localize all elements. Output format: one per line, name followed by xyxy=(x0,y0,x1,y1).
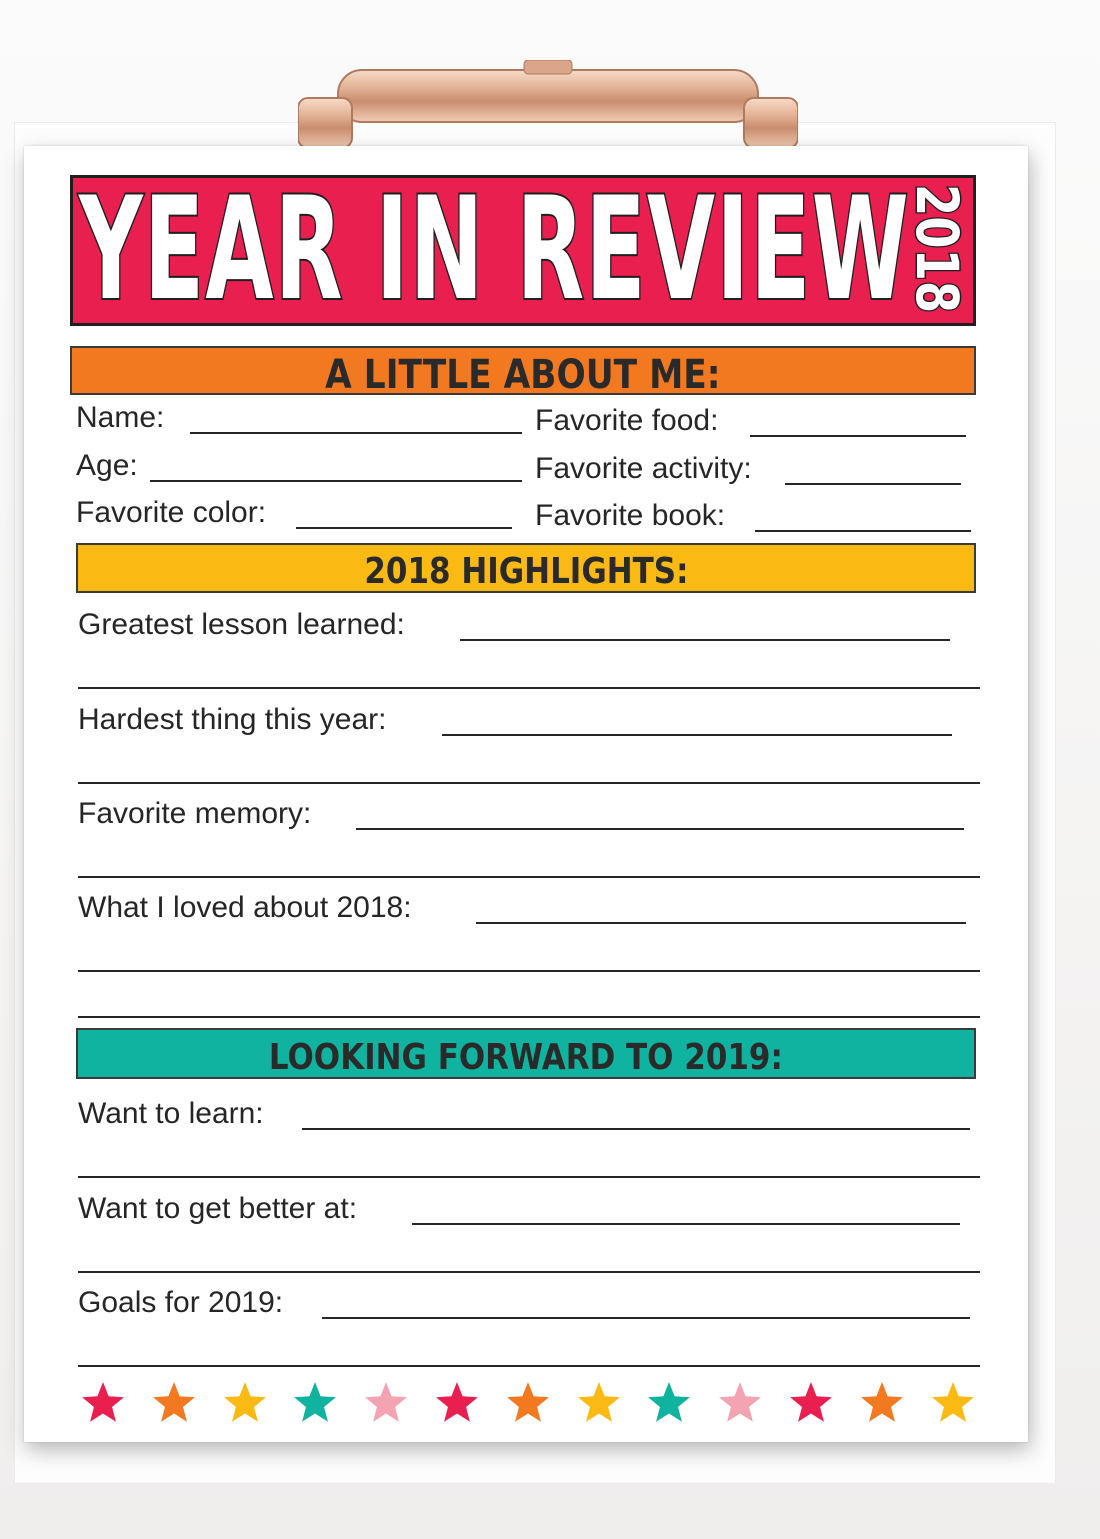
prompt-loved-extra-line-1[interactable] xyxy=(78,970,980,972)
page-title: YEAR IN REVIEW xyxy=(79,167,911,332)
prompt-memory-line[interactable] xyxy=(356,828,964,830)
star-icon xyxy=(151,1380,197,1426)
field-age-label: Age: xyxy=(76,449,138,482)
prompt-goals-line[interactable] xyxy=(322,1317,970,1319)
field-activity-label: Favorite activity: xyxy=(535,452,752,485)
star-icon xyxy=(646,1380,692,1426)
prompt-better-label: Want to get better at: xyxy=(78,1192,358,1225)
section-about-me-heading: A LITTLE ABOUT ME: xyxy=(325,352,721,398)
prompt-goals-extra-line[interactable] xyxy=(78,1365,980,1367)
worksheet-paper xyxy=(24,146,1028,1442)
section-highlights xyxy=(76,543,976,593)
prompt-learn-extra-line[interactable] xyxy=(78,1176,980,1178)
field-book-label: Favorite book: xyxy=(535,499,726,532)
section-looking-forward-heading: LOOKING FORWARD TO 2019: xyxy=(269,1037,783,1078)
star-icon xyxy=(859,1380,905,1426)
prompt-loved-extra-line-2[interactable] xyxy=(78,1016,980,1018)
star-icon xyxy=(222,1380,268,1426)
field-name-label: Name: xyxy=(76,401,165,434)
star-icon xyxy=(788,1380,834,1426)
prompt-hardest-extra-line[interactable] xyxy=(78,782,980,784)
star-row xyxy=(80,1380,980,1430)
star-icon xyxy=(576,1380,622,1426)
prompt-lesson-label: Greatest lesson learned: xyxy=(78,608,405,641)
prompt-memory-extra-line[interactable] xyxy=(78,876,980,878)
title-year: 2018 xyxy=(903,184,971,314)
prompt-lesson-line[interactable] xyxy=(460,639,950,641)
prompt-learn-line[interactable] xyxy=(302,1128,970,1130)
prompt-better-line[interactable] xyxy=(412,1223,960,1225)
prompt-hardest-line[interactable] xyxy=(442,734,952,736)
field-color-label: Favorite color: xyxy=(76,496,267,529)
field-food-label: Favorite food: xyxy=(535,404,719,437)
star-icon xyxy=(363,1380,409,1426)
prompt-lesson-extra-line[interactable] xyxy=(78,687,980,689)
star-icon xyxy=(80,1380,126,1426)
clipboard-clip xyxy=(298,60,798,150)
prompt-learn-label: Want to learn: xyxy=(78,1097,264,1130)
field-activity-line[interactable] xyxy=(785,483,961,485)
star-icon xyxy=(717,1380,763,1426)
star-icon xyxy=(505,1380,551,1426)
prompt-hardest-label: Hardest thing this year: xyxy=(78,703,387,736)
star-icon xyxy=(292,1380,338,1426)
prompt-goals-label: Goals for 2019: xyxy=(78,1286,284,1319)
prompt-loved-line[interactable] xyxy=(476,922,966,924)
section-highlights-heading: 2018 HIGHLIGHTS: xyxy=(363,551,689,592)
title-banner xyxy=(70,167,976,332)
field-name-line[interactable] xyxy=(190,432,522,434)
star-icon xyxy=(930,1380,976,1426)
section-looking-forward xyxy=(76,1028,976,1079)
section-about-me xyxy=(70,346,976,398)
prompt-memory-label: Favorite memory: xyxy=(78,797,312,830)
field-food-line[interactable] xyxy=(750,435,966,437)
field-color-line[interactable] xyxy=(296,527,512,529)
star-icon xyxy=(434,1380,480,1426)
field-age-line[interactable] xyxy=(150,480,522,482)
field-book-line[interactable] xyxy=(755,530,971,532)
prompt-loved-label: What I loved about 2018: xyxy=(78,891,412,924)
prompt-better-extra-line[interactable] xyxy=(78,1271,980,1273)
